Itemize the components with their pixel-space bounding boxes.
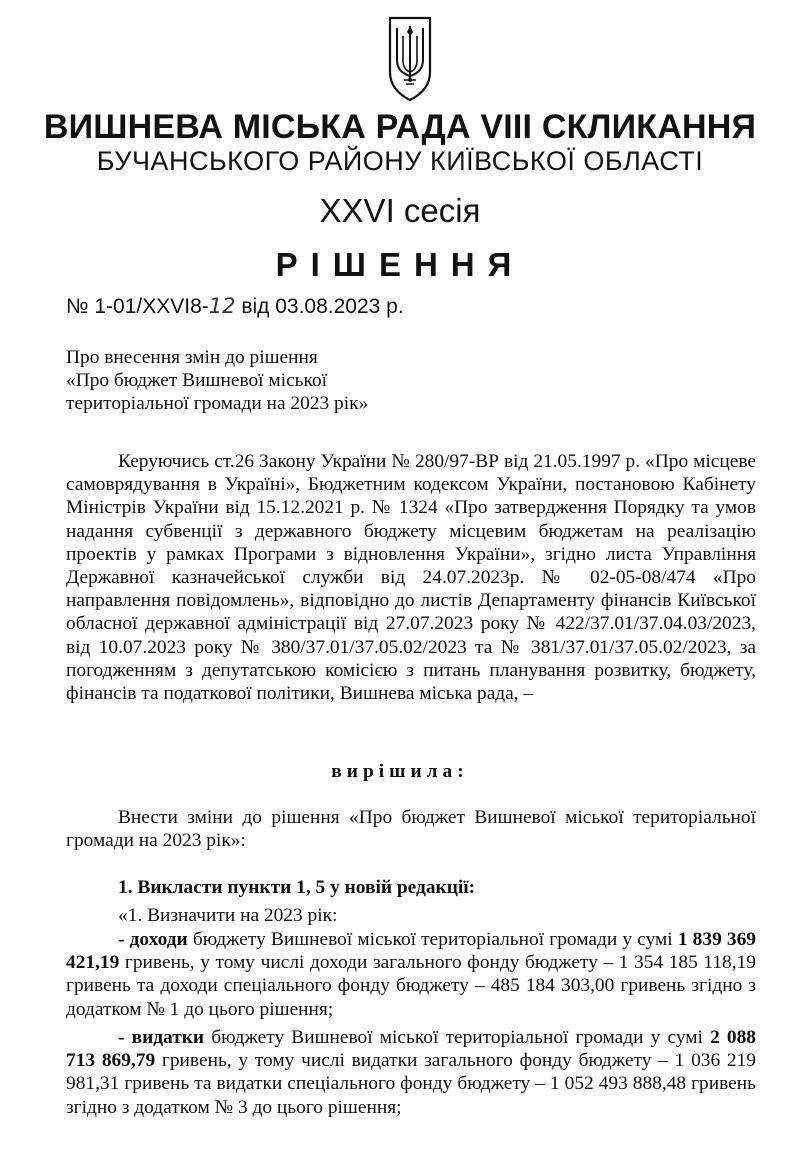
expenditures-label: - видатки bbox=[118, 1027, 205, 1048]
revenues-text-1: бюджету Вишневої міської територіальної громади у сумі bbox=[187, 929, 678, 950]
decision-number-prefix: № 1-01/XXVI8- bbox=[66, 295, 209, 318]
revenues-item bbox=[66, 928, 756, 1021]
expenditures-text-1: бюджету Вишневої міської територіальної громади у сумі bbox=[204, 1027, 711, 1048]
session-title: XXVI сесія bbox=[319, 192, 481, 229]
point-1-title: 1. Викласти пункти 1, 5 у новій редакції: bbox=[118, 877, 476, 898]
preamble-paragraph: Керуючись ст.26 Закону України № 280/97-ВР від 21.05.1997 р. «Про місцеве самоврядування в Україні», Бюджетним кодексом України, постановою Кабінету Міністрів України від 15.12.2021 р. № 1324 «Про затвердження Порядку та умов надання субвенції з державного бюджету місцевим бюджетам на реалізацію проектів у рамках Програми з відновлення України», згідно листа Управління Державної казначейської служби від 24.07.2023р. № 02-05-08/474 «Про направлення повідомлень», відповідно до листів Департаменту фінансів Київської обласної державної адміністрації від 27.07.2023 року № 422/37.01/37.04.03/2023, від 10.07.2023 року № 380/37.01/37.05.02/2023 та № 381/37.01/37.05.02/2023, за погодженням з депутатською комісією з питань планування розвитку, бюджету, фінансів та податкової політики, Вишнева міська рада, – bbox=[66, 451, 756, 705]
decision-title: РІШЕННЯ bbox=[275, 246, 525, 283]
district-name: БУЧАНСЬКОГО РАЙОНУ КИЇВСЬКОЇ ОБЛАСТІ bbox=[96, 146, 704, 176]
resolved-heading: вирішила: bbox=[331, 761, 469, 782]
preamble bbox=[66, 450, 756, 705]
decision-number bbox=[66, 294, 404, 319]
amendment-intro-paragraph: Внести зміни до рішення «Про бюджет Вишневої міської територіальної громади на 2023 рік»: bbox=[66, 807, 756, 852]
coat-of-arms-icon bbox=[386, 14, 434, 104]
revenues-label: - доходи bbox=[118, 929, 188, 950]
expenditures-item bbox=[66, 1026, 756, 1119]
decision-subject bbox=[66, 346, 486, 416]
handwritten-number: 12 bbox=[208, 294, 236, 318]
quote-start: «1. Визначити на 2023 рік: bbox=[118, 905, 338, 926]
revenues-amount: 1 839 369 421,19 bbox=[66, 929, 757, 974]
decision-date: від 03.08.2023 р. bbox=[235, 295, 404, 318]
amendment-intro bbox=[66, 806, 756, 852]
council-name: ВИШНЕВА МІСЬКА РАДА VIII СКЛИКАННЯ bbox=[43, 108, 757, 146]
subject-line-2: «Про бюджет Вишневої міської bbox=[66, 370, 328, 392]
revenues-text-2: гривень, у тому числі доходи загального фонду бюджету – 1 354 185 118,19 гривень та доходи спеціального фонду бюджету – 485 184 303,00 гривень згідно з додатком № 1 до цього рішення; bbox=[66, 952, 756, 1020]
expenditures-text-2: гривень, у тому числі видатки загального фонду бюджету – 1 036 219 981,31 гривень та видатки спеціального фонду бюджету – 1 052 493 888,48 гривень згідно з додатком № 3 до цього рішення; bbox=[66, 1050, 756, 1118]
subject-line-1: Про внесення змін до рішення bbox=[66, 347, 318, 368]
subject-line-3: територіальної громади на 2023 рік» bbox=[66, 393, 369, 415]
expenditures-amount: 2 088 713 869,79 bbox=[66, 1027, 756, 1072]
